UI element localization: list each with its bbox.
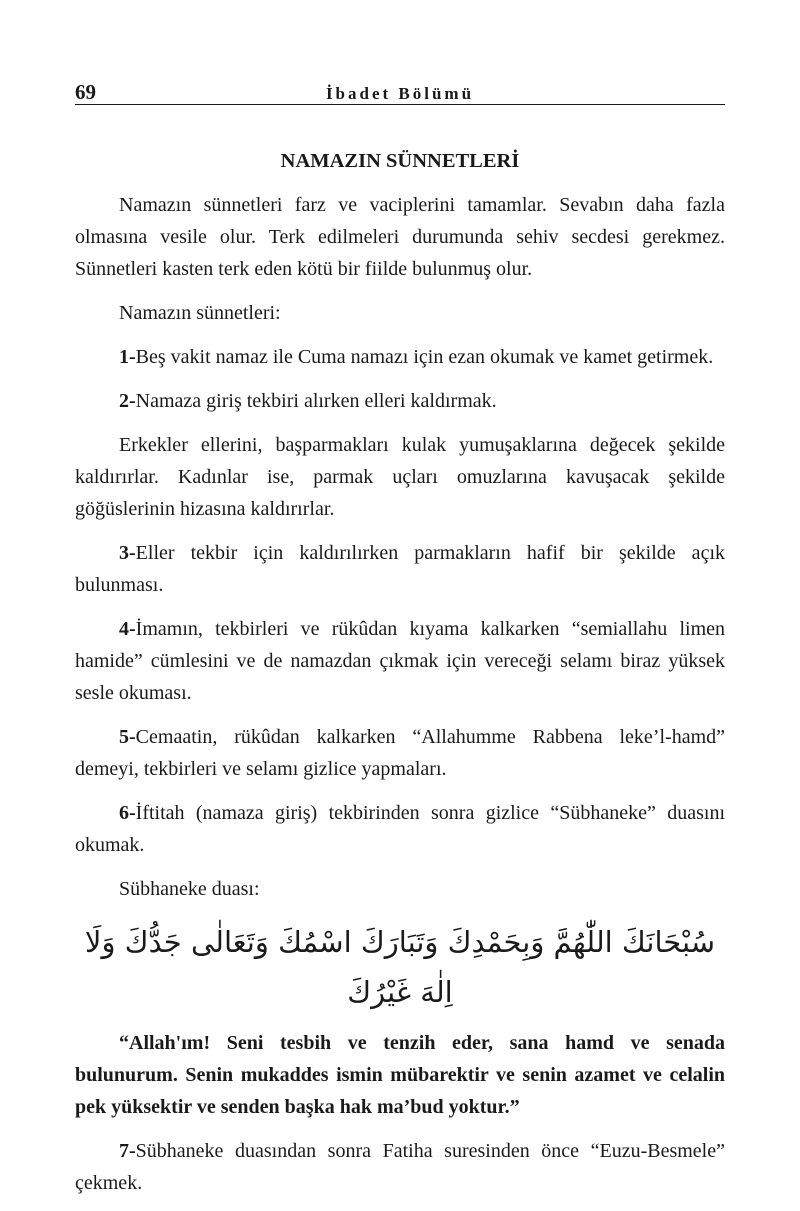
header-rule xyxy=(75,104,725,105)
list-item xyxy=(75,797,725,861)
item-number: 3- xyxy=(119,542,136,564)
item-number: 7- xyxy=(119,1140,136,1162)
item-text: Sübhaneke duasından sonra Fatiha suresinden önce “Euzu-Besmele” çekmek. xyxy=(75,1140,725,1194)
item-text: Namaza giriş tekbiri alırken elleri kaldırmak. xyxy=(135,390,497,412)
running-title: İbadet Bölümü xyxy=(325,84,475,103)
subhaneke-label: Sübhaneke duası: xyxy=(119,878,260,900)
item-number: 2- xyxy=(119,390,136,412)
intro-paragraph: Namazın sünnetleri farz ve vaciplerini tamamlar. Sevabın daha fazla olmasına vesile olur. Terk edilmeleri durumunda sehiv secdesi gerekmez. Sünnetleri kasten terk eden kötü bir fiilde bulunmuş olur. xyxy=(75,194,725,280)
list-item xyxy=(75,341,725,373)
item-number: 4- xyxy=(119,618,136,640)
list-item xyxy=(75,721,725,785)
list-item xyxy=(75,385,725,417)
arabic-prayer-text: سُبْحَانَكَ اللّٰهُمَّ وَبِحَمْدِكَ وَتَبَارَكَ اسْمُكَ وَتَعَالٰى جَدُّكَ وَلَا اِلٰهَ غَيْرُكَ xyxy=(84,925,716,1009)
item-text: İmamın, tekbirleri ve rükûdan kıyama kalkarken “semiallahu limen hamide” cümlesini ve de namazdan çıkmak için vereceği selamı biraz yüksek sesle okuması. xyxy=(75,618,725,704)
list-item xyxy=(75,613,725,709)
prayer-translation: “Allah'ım! Seni tesbih ve tenzih eder, sana hamd ve senada bulunurum. Senin mukaddes ismin mübarektir ve senin azamet ve celalin pek yüksektir ve senden başka hak ma’bud yoktur.” xyxy=(75,1032,725,1118)
item-number: 6- xyxy=(119,802,136,824)
item-text: İftitah (namaza giriş) tekbirinden sonra gizlice “Sübhaneke” duasını okumak. xyxy=(75,802,725,856)
list-item xyxy=(75,1135,725,1199)
item-number: 5- xyxy=(119,726,136,748)
item-number: 1- xyxy=(119,346,136,368)
item-text: Cemaatin, rükûdan kalkarken “Allahumme Rabbena leke’l-hamd” demeyi, tekbirleri ve selamı gizlice yapmaları. xyxy=(75,726,725,780)
page-header xyxy=(75,80,725,105)
item-text: Beş vakit namaz ile Cuma namazı için ezan okumak ve kamet getirmek. xyxy=(135,346,714,368)
list-heading: Namazın sünnetleri: xyxy=(119,302,281,324)
item-note: Erkekler ellerini, başparmakları kulak yumuşaklarına değecek şekilde kaldırırlar. Kadınlar ise, parmak uçları omuzlarına kavuşacak şekilde göğüslerinin hizasına kaldırırlar. xyxy=(75,434,725,520)
page-body xyxy=(75,145,725,1211)
page-number: 69 xyxy=(75,80,96,104)
section-title: NAMAZIN SÜNNETLERİ xyxy=(280,150,520,172)
item-text: Eller tekbir için kaldırılırken parmakların hafif bir şekilde açık bulunması. xyxy=(75,542,725,596)
list-item xyxy=(75,537,725,601)
